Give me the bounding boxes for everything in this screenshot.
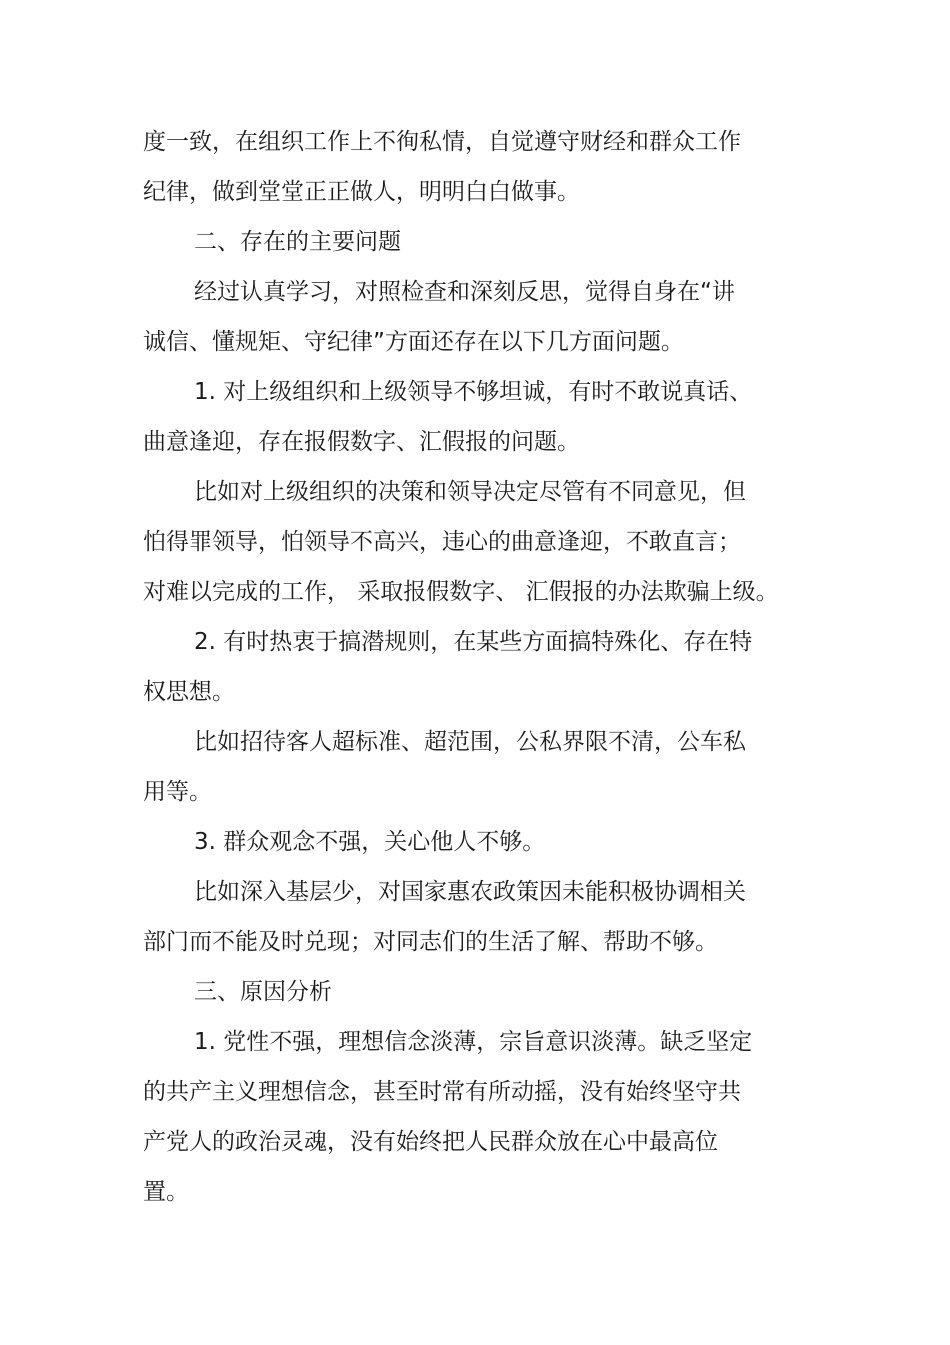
paragraph-line: 比如深入基层少，对国家惠农政策因未能积极协调相关 — [194, 879, 746, 905]
paragraph-line: 的共产主义理想信念，甚至时常有所动摇，没有始终坚守共 — [143, 1079, 741, 1105]
list-item-line: 3. 群众观念不强，关心他人不够。 — [194, 829, 546, 855]
paragraph-line: 经过认真学习，对照检查和深刻反思，觉得自身在“讲 — [194, 279, 735, 305]
paragraph-line: 纪律，做到堂堂正正做人，明明白白做事。 — [143, 179, 580, 205]
paragraph-line: 比如对上级组织的决策和领导决定尽管有不同意见，但 — [194, 479, 746, 505]
paragraph-line: 比如招待客人超标准、超范围，公私界限不清，公车私 — [194, 729, 746, 755]
paragraph-line: 曲意逢迎，存在报假数字、汇假报的问题。 — [143, 429, 580, 455]
paragraph-line: 用等。 — [143, 779, 212, 805]
paragraph-line: 产党人的政治灵魂，没有始终把人民群众放在心中最高位 — [143, 1129, 718, 1155]
paragraph-line: 怕得罪领导，怕领导不高兴，违心的曲意逢迎，不敢直言； — [143, 529, 741, 555]
paragraph-line: 诚信、懂规矩、守纪律”方面还存在以下几方面问题。 — [143, 329, 684, 355]
paragraph-line: 置。 — [143, 1179, 189, 1205]
list-item-line: 2. 有时热衷于搞潜规则，在某些方面搞特殊化、存在特 — [194, 629, 753, 655]
section-heading: 二、存在的主要问题 — [194, 229, 401, 255]
paragraph-line: 权思想。 — [143, 679, 235, 705]
paragraph-line: 部门而不能及时兑现；对同志们的生活了解、帮助不够。 — [143, 929, 718, 955]
paragraph-line: 度一致，在组织工作上不徇私情，自觉遵守财经和群众工作 — [143, 129, 741, 155]
paragraph-line: 对难以完成的工作， 采取报假数字、 汇假报的办法欺骗上级。 — [143, 579, 779, 605]
section-heading: 三、原因分析 — [194, 979, 332, 1005]
list-item-line: 1. 对上级组织和上级领导不够坦诚，有时不敢说真话、 — [194, 379, 753, 405]
list-item-line: 1. 党性不强，理想信念淡薄，宗旨意识淡薄。缺乏坚定 — [194, 1029, 753, 1055]
